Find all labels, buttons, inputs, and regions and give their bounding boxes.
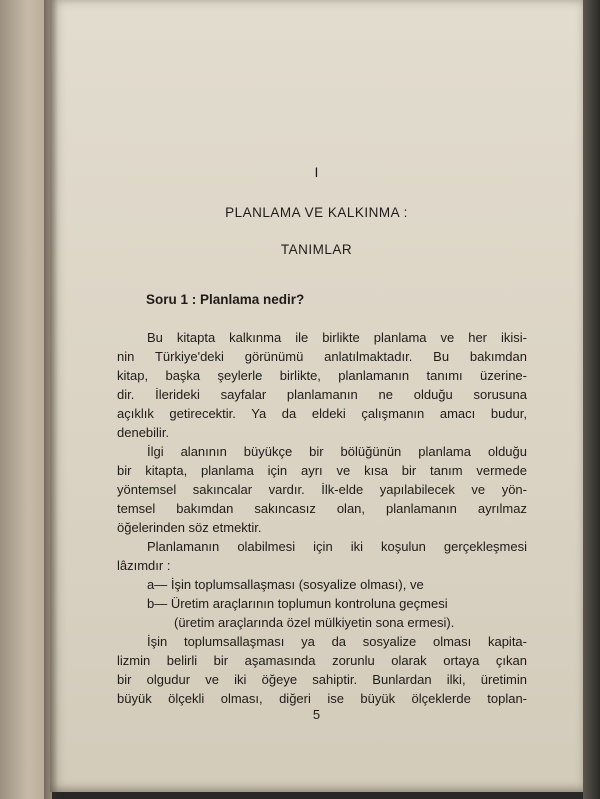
page-number: 5 (312, 707, 321, 722)
body-line: İlgi alanının büyükçe bir bölüğünün planlama olduğu (147, 444, 527, 459)
body-line: bir kitapta, planlama için ayrı ve kısa bir tanım vermede (117, 463, 527, 478)
body-line: öğelerinden söz etmektir. (117, 520, 262, 535)
body-line: Planlamanın olabilmesi için iki koşulun gerçekleşmesi (147, 539, 527, 554)
chapter-subtitle: TANIMLAR (280, 242, 353, 257)
body-line: temsel bakımdan sakıncasız olan, planlamanın ayrılmaz (117, 501, 527, 516)
question-heading: Soru 1 : Planlama nedir? (146, 292, 305, 307)
chapter-title: PLANLAMA VE KALKINMA : (225, 205, 408, 220)
body-line: nin Türkiye'deki görünümü anlatılmaktadır. Bu bakımdan (117, 349, 527, 364)
body-line: lizmin belirli bir aşamasında zorunlu olarak ortaya çıkan (117, 653, 527, 668)
body-text (117, 328, 527, 708)
body-line: Bu kitapta kalkınma ile birlikte planlama ve her ikisi- (147, 330, 527, 345)
body-line: kitap, başka şeylerle birlikte, planlamanın tanımı üzerine- (117, 368, 527, 383)
body-line: yöntemsel sakıncalar vardır. İlk-elde yapılabilecek ve yön- (117, 482, 527, 497)
body-line: dir. İlerideki sayfalar planlamanın ne olduğu sorusuna (117, 387, 527, 402)
list-item: a— İşin toplumsallaşması (sosyalize olması), ve (147, 577, 424, 592)
body-line: açıklık getirecektir. Ya da eldeki çalışmanın amacı budur, (117, 406, 527, 421)
body-line: denebilir. (117, 425, 170, 440)
list-item-continuation: (üretim araçlarında özel mülkiyetin sona ermesi). (174, 615, 455, 630)
background-edge (583, 0, 600, 799)
body-line: lâzımdır : (117, 558, 171, 573)
body-line: bir olgudur ve iki öğeye sahiptir. Bunlardan ilki, üretimin (117, 672, 527, 687)
list-item: b— Üretim araçlarının toplumun kontroluna geçmesi (147, 596, 448, 611)
chapter-number: I (314, 164, 319, 180)
body-line: büyük ölçekli olması, diğeri ise büyük ölçeklerde toplan- (117, 691, 527, 706)
body-line: İşin toplumsallaşması ya da sosyalize olması kapita- (147, 634, 527, 649)
page-gutter-shadow (44, 0, 58, 799)
